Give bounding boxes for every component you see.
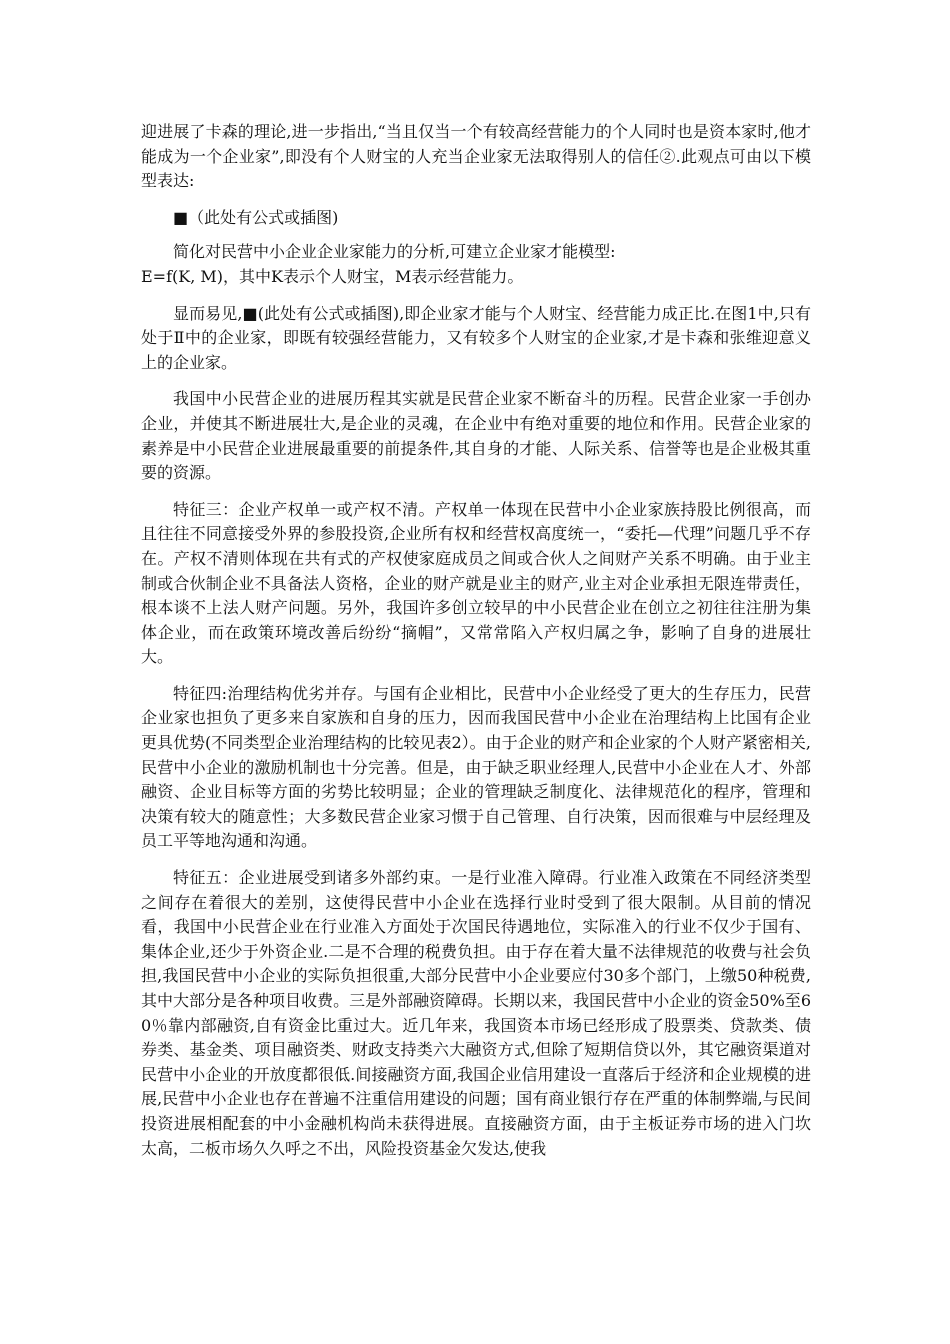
- paragraph-feature-3: 特征三：企业产权单一或产权不清。产权单一体现在民营中小企业家族持股比例很高，而且往往不同意接受外界的参股投资,企业所有权和经营权高度统一，“委托—代理”问题几乎不存在。产权不清则体现在共有式的产权使家庭成员之间或合伙人之间财产关系不明确。由于业主制或合伙制企业不具备法人资格，企业的财产就是业主的财产,业主对企业承担无限连带责任，根本谈不上法人财产问题。另外，我国许多创立较早的中小民营企业在创立之初往往注册为集体企业，而在政策环境改善后纷纷“摘帽”，又常常陷入产权归属之争，影响了自身的进展壮大。: [141, 499, 811, 667]
- model-sentence: 简化对民营中小企业企业家能力的分析,可建立企业家才能模型:: [173, 242, 616, 262]
- model-formula-line: E=f(K, M)，其中K表示个人财宝，M表示经营能力。: [141, 266, 524, 286]
- paragraph-feature-5: 特征五：企业进展受到诸多外部约束。一是行业准入障碍。行业准入政策在不同经济类型之间存在着很大的差别，这使得民营中小企业在选择行业时受到了很大限制。从目前的情况看，我国中小民营企业在行业准入方面处于次国民待遇地位，实际准入的行业不仅少于国有、集体企业,还少于外资企业.二是不合理的税费负担。由于存在着大量不法律规范的收费与社会负担,我国民营中小企业的实际负担很重,大部分民营中小企业要应付30多个部门，上缴50种税费,其中大部分是各种项目收费。三是外部融资障碍。长期以来，我国民营中小企业的资金50%至60％靠内部融资,自有资金比重过大。近几年来，我国资本市场已经形成了股票类、贷款类、债券类、基金类、项目融资类、财政支持类六大融资方式,但除了短期信贷以外，其它融资渠道对民营中小企业的开放度都很低.间接融资方面,我国企业信用建设一直落后于经济和企业规模的进展,民营中小企业也存在普遍不注重信用建设的问题；国有商业银行存在严重的体制弊端,与民间投资进展相配套的中小金融机构尚未获得进展。直接融资方面，由于主板证券市场的进入门坎太高，二板市场久久呼之不出，风险投资基金欠发达,使我: [141, 868, 811, 1158]
- document-page: [141, 120, 811, 1173]
- paragraph-proportional: 显而易见,■(此处有公式或插图),即企业家才能与个人财宝、经营能力成正比.在图1中,只有处于Ⅱ中的企业家，即既有较强经营能力，又有较多个人财宝的企业家,才是卡森和张维迎意义上的企业家。: [141, 303, 811, 372]
- paragraph-feature-4: 特征四:治理结构优劣并存。与国有企业相比，民营中小企业经受了更大的生存压力，民营企业家也担负了更多来自家族和自身的压力，因而我国民营中小企业在治理结构上比国有企业更具优势(不同类型企业治理结构的比较见表2）。由于企业的财产和企业家的个人财产紧密相关,民营中小企业的激励机制也十分完善。但是，由于缺乏职业经理人,民营中小企业在人才、外部融资、企业目标等方面的劣势比较明显；企业的管理缺乏制度化、法律规范化的程序，管理和决策有较大的随意性；大多数民营企业家习惯于自己管理、自行决策，因而很难与中层经理及员工平等地沟通和沟通。: [141, 683, 811, 851]
- formula-placeholder: ■（此处有公式或插图): [173, 207, 339, 227]
- paragraph-model: [141, 240, 811, 289]
- paragraph-intro: 迎进展了卡森的理论,进一步指出,“当且仅当一个有较高经营能力的个人同时也是资本家时,他才能成为一个企业家”,即没有个人财宝的人充当企业家无法取得别人的信任②.此观点可由以下模型表达:: [141, 122, 811, 191]
- paragraph-entrepreneur: 我国中小民营企业的进展历程其实就是民营企业家不断奋斗的历程。民营企业家一手创办企业，并使其不断进展壮大,是企业的灵魂，在企业中有绝对重要的地位和作用。民营企业家的素养是中小民营企业进展最重要的前提条件,其自身的才能、人际关系、信誉等也是企业极其重要的资源。: [141, 389, 811, 483]
